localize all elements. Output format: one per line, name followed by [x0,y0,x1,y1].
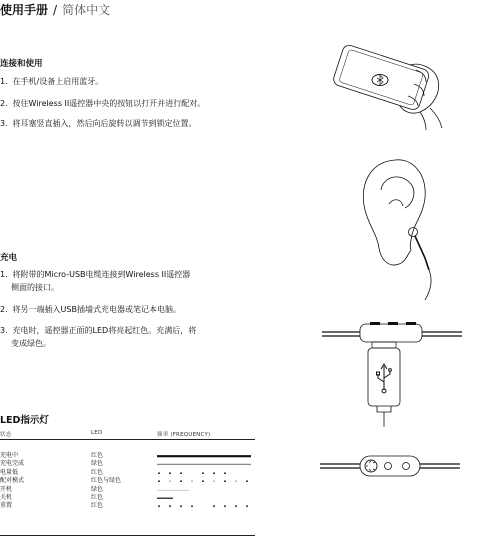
status-cell: 充电完成 [0,460,25,468]
remote-usb-illustration [322,312,462,427]
step-number: 1. [0,77,8,86]
step-text-cont: 变成绿色。 [11,339,51,348]
status-cell: 配对模式 [0,477,25,485]
table-header-rule [0,439,255,440]
led-color-cell: 绿色 [91,460,104,468]
frequency-pattern [157,452,257,460]
charging-step-3 [0,324,275,350]
step-number: 2. [0,305,8,314]
step-text: 充电时，遥控器正面的LED将亮起红色。充满后，将 [12,326,197,335]
table-row [0,477,260,485]
pairing-step-3 [0,117,275,130]
step-text: 按住Wireless II遥控器中央的按钮以打开并进行配对。 [12,99,206,108]
step-text-cont: 侧面的接口。 [11,283,59,292]
table-row [0,494,260,502]
step-text: 将另一端插入USB插墙式充电器或笔记本电脑。 [12,305,181,314]
status-cell: 重置 [0,502,13,510]
title-separator: / [53,3,58,17]
charging-heading: 充电 [0,253,18,263]
usb-icon [377,364,392,393]
table-row [0,469,260,477]
charging-step-1 [0,268,275,294]
charging-step-2 [0,303,275,316]
step-number: 1. [0,270,8,279]
led-color-cell: 红色 [91,452,104,459]
led-color-cell: 红色与绿色 [91,477,122,485]
table-row [0,502,260,510]
status-cell: 关机 [0,493,13,501]
step-number: 2. [0,99,8,108]
led-heading: LED指示灯 [0,415,49,426]
led-color-cell: 绿色 [91,485,104,493]
manual-title: 使用手册 [0,3,49,17]
step-number: 3. [0,326,8,335]
column-header-led: LED [91,430,103,436]
status-cell: 电量低 [0,468,19,476]
remote-led-illustration [320,452,460,482]
step-number: 3. [0,119,8,128]
page-title [0,1,110,18]
pairing-step-2 [0,97,275,110]
step-text: 在手机/设备上启用蓝牙。 [12,77,104,86]
pairing-step-1 [0,75,275,88]
frequency-pattern [157,460,257,468]
status-cell: 充电中 [0,452,19,459]
step-text: 将耳塞竖直插入，然后向后旋转以调节到锁定位置。 [12,119,197,128]
frequency-pattern [157,494,257,502]
led-color-cell: 红色 [91,468,104,476]
table-row [0,486,260,494]
language-label: 简体中文 [62,3,111,17]
table-row [0,452,260,460]
frequency-pattern [157,486,257,494]
led-color-cell: 红色 [91,502,104,510]
frequency-pattern [157,502,257,510]
step-text: 将附带的Micro-USB电缆连接到Wireless II遥控器 [12,270,191,279]
column-header-status: 状态 [0,432,12,438]
pairing-heading: 连接和使用 [0,59,43,69]
frequency-pattern [157,469,257,477]
led-table-body [0,452,260,511]
table-row [0,460,260,468]
led-color-cell: 红色 [91,493,104,501]
column-header-frequency: 频率 (FREQUENCY) [157,432,211,438]
frequency-pattern [157,477,257,485]
status-cell: 开机 [0,485,13,493]
ear-illustration [355,150,445,305]
phone-hand-illustration [320,40,450,130]
